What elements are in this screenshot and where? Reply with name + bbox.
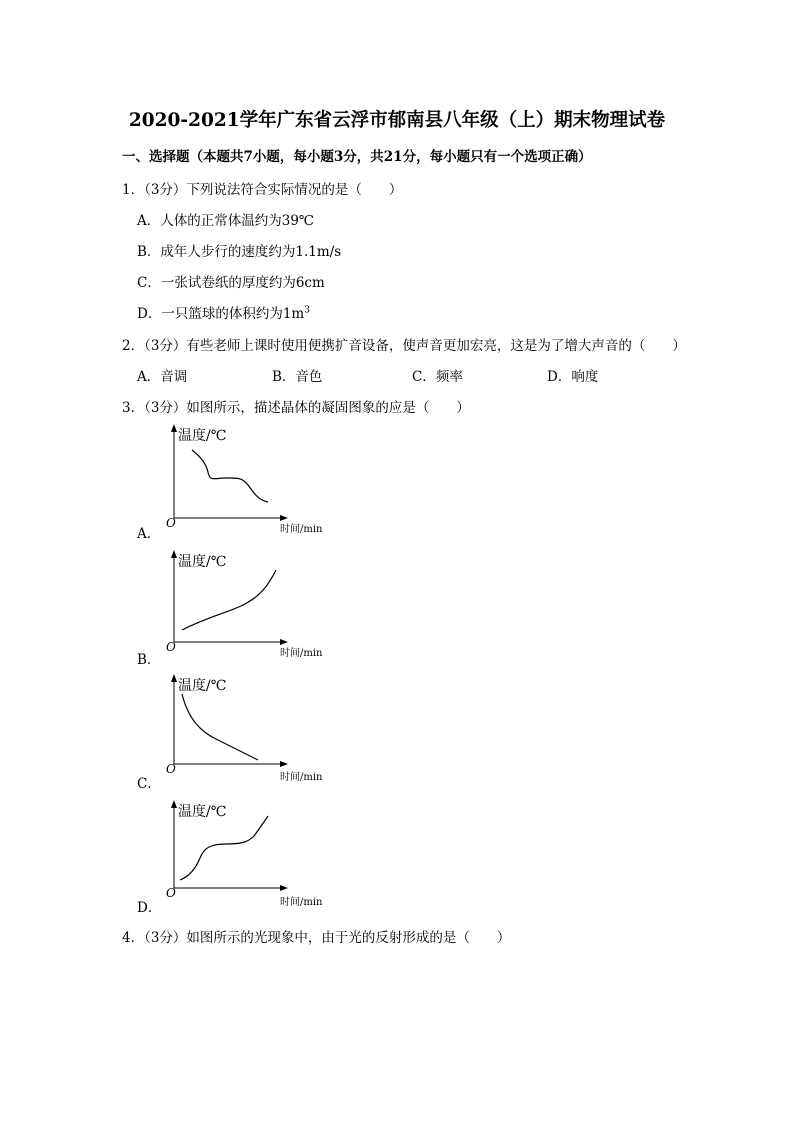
- question-2-stem: 2．（3分）有些老师上课时使用便携扩音设备，使声音更加宏亮，这是为了增大声音的（ ）: [122, 338, 686, 354]
- graph-d-y-arrow: [171, 800, 177, 808]
- graph-b-ylabel: 温度/℃: [178, 554, 227, 570]
- graph-d-xlabel: 时间/min: [280, 897, 323, 908]
- question-3-stem: 3．（3分）如图所示，描述晶体的凝固图象的应是（ ）: [122, 400, 470, 416]
- graph-a-option-label: A．: [137, 526, 161, 542]
- question-1-option-d: D．一只篮球的体积约为$1m^3$: [137, 305, 310, 322]
- graph-c-figure: [130, 670, 360, 800]
- graph-a-curve: [192, 450, 268, 502]
- graph-a-ylabel: 温度/℃: [178, 428, 227, 444]
- section-heading: 一、选择题（本题共7小题，每小题3分，共21分，每小题只有一个选项正确）: [122, 149, 592, 165]
- graph-c-ylabel: 温度/℃: [178, 678, 227, 694]
- graph-c-curve: [182, 694, 258, 760]
- question-2-option-d: D．响度: [547, 369, 599, 385]
- paper-title: 2020-2021学年广东省云浮市郁南县八年级（上）期末物理试卷: [128, 110, 666, 131]
- question-4-stem: 4．（3分）如图所示的光现象中，由于光的反射形成的是（ ）: [122, 930, 511, 946]
- question-2-option-c: C．频率: [412, 369, 463, 385]
- graph-b-xlabel: 时间/min: [280, 648, 323, 659]
- graph-d-curve: [180, 816, 268, 880]
- graph-c-x-arrow: [280, 761, 288, 767]
- graph-c: [130, 670, 360, 800]
- question-1-option-a: A．人体的正常体温约为39℃: [137, 213, 315, 229]
- question-2-option-b: B．音色: [272, 369, 323, 385]
- graph-c-origin: O: [166, 762, 176, 776]
- question-2-option-a: A．音调: [137, 369, 188, 385]
- graph-b-y-arrow: [171, 550, 177, 558]
- graph-c-y-arrow: [171, 674, 177, 682]
- graph-d-x-arrow: [280, 885, 288, 891]
- graph-b-figure: [130, 546, 360, 676]
- graph-b-curve: [182, 570, 276, 630]
- graph-d-figure: [130, 796, 360, 926]
- graph-b-option-label: B．: [137, 652, 161, 668]
- graph-a-xlabel: 时间/min: [280, 524, 323, 535]
- question-1-option-b: B．成年人步行的速度约为1.1m/s: [137, 244, 342, 260]
- graph-a-figure: [130, 420, 360, 550]
- graph-a: [130, 420, 360, 550]
- question-1-option-c: C．一张试卷纸的厚度约为6cm: [137, 275, 325, 291]
- graph-c-xlabel: 时间/min: [280, 772, 323, 783]
- graph-d-ylabel: 温度/℃: [178, 804, 227, 820]
- superscript-3: 3: [304, 305, 310, 316]
- graph-c-option-label: C．: [137, 776, 161, 792]
- graph-b-origin: O: [166, 640, 176, 654]
- graph-a-y-arrow: [171, 424, 177, 432]
- question-1-stem: 1．（3分）下列说法符合实际情况的是（ ）: [122, 182, 403, 198]
- graph-b: [130, 546, 360, 676]
- graph-a-origin: O: [166, 516, 176, 530]
- graph-d-origin: O: [166, 886, 176, 900]
- graph-d: [130, 796, 360, 926]
- graph-d-option-label: D．: [137, 900, 162, 916]
